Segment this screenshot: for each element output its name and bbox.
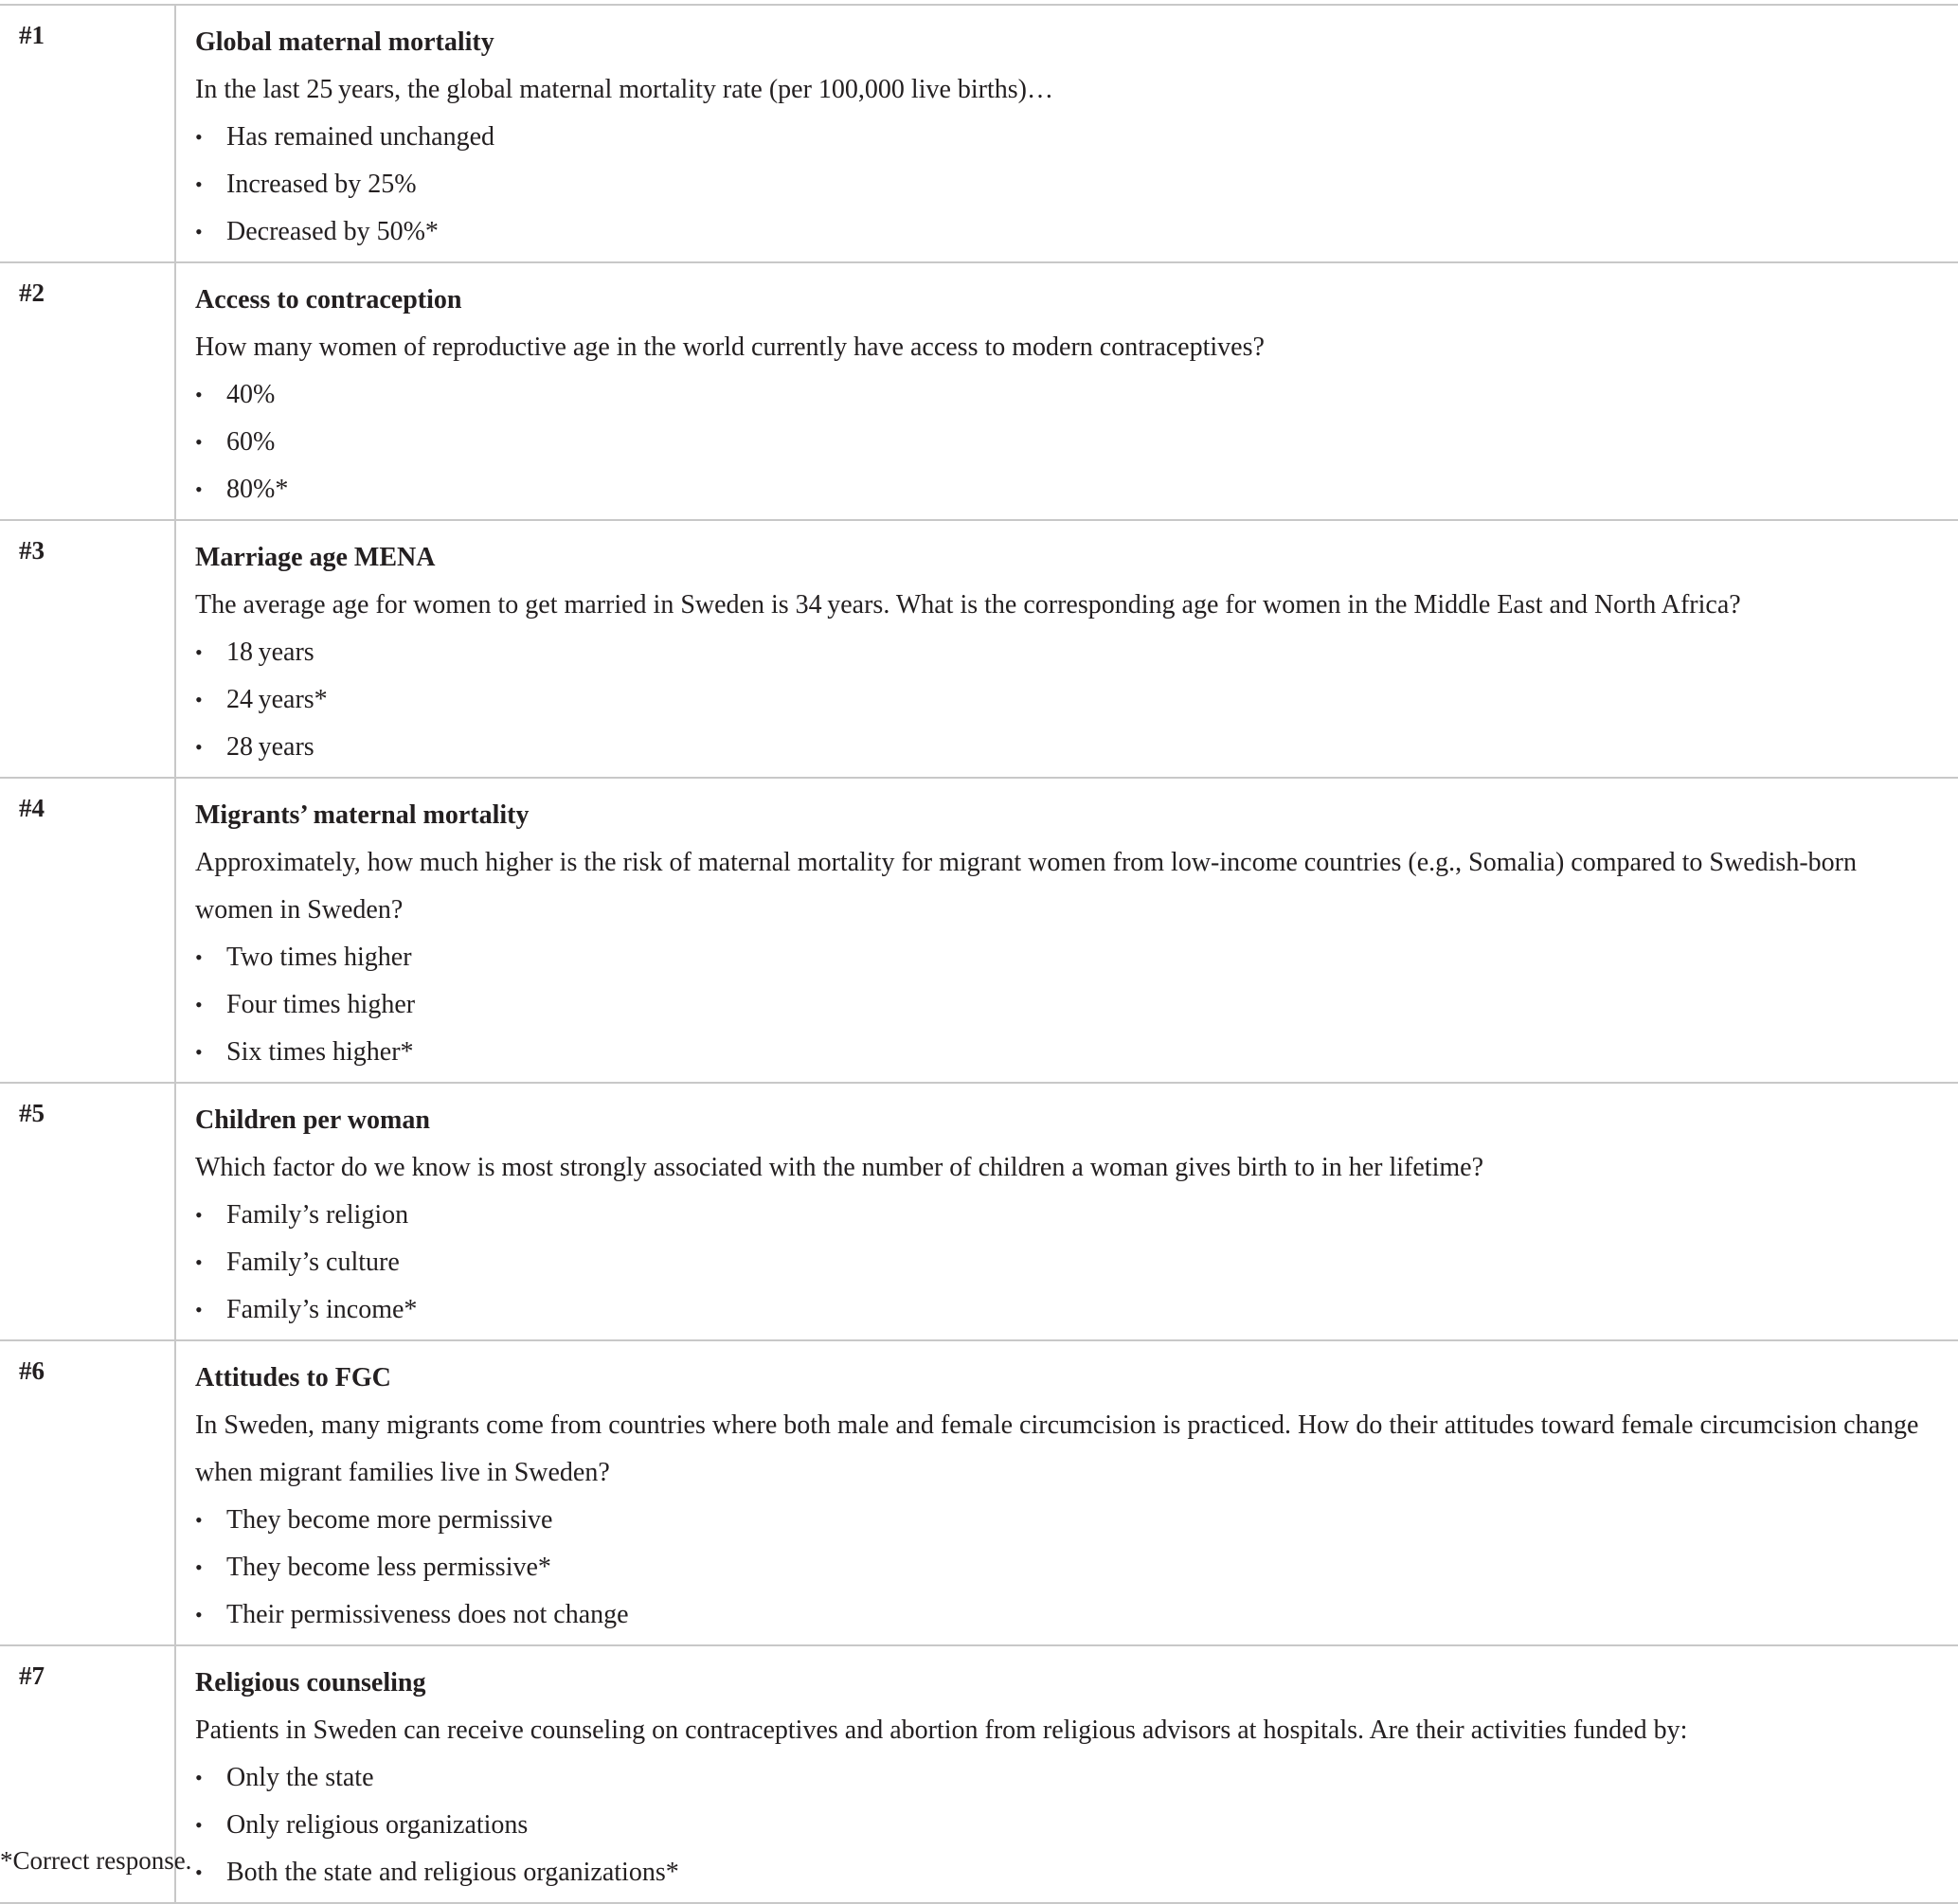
question-text: Approximately, how much higher is the risk of maternal mortality for migrant women from low-income countries (e.g., Somalia) compared to Swedish-born women in Sweden? [195, 848, 1857, 925]
option-label: 18 years [226, 638, 314, 667]
option-list [195, 629, 1935, 771]
question-number: #6 [0, 1340, 175, 1645]
option-label: Family’s income* [226, 1295, 418, 1324]
list-item [195, 1192, 1935, 1239]
bullet-icon: • [195, 172, 203, 196]
bullet-icon: • [195, 220, 203, 243]
list-item [195, 208, 1935, 256]
bullet-icon: • [195, 1250, 203, 1274]
table-row [0, 1083, 1958, 1340]
list-item [195, 981, 1935, 1029]
list-item [195, 1591, 1935, 1639]
question-text: Which factor do we know is most strongly associated with the number of children a woman gives birth to in her lifetime? [195, 1153, 1483, 1182]
list-item [195, 724, 1935, 771]
table-row [0, 5, 1958, 262]
option-label: They become more permissive [226, 1505, 553, 1535]
option-label: 24 years* [226, 685, 328, 714]
table-row [0, 778, 1958, 1083]
question-number: #5 [0, 1083, 175, 1340]
bullet-icon: • [195, 1555, 203, 1579]
option-list [195, 934, 1935, 1076]
list-item [195, 161, 1935, 208]
question-cell [175, 5, 1958, 262]
option-label: Both the state and religious organizations* [226, 1858, 679, 1887]
bullet-icon: • [195, 1508, 203, 1532]
question-title: Children per woman [195, 1105, 430, 1135]
bullet-icon: • [195, 640, 203, 664]
bullet-icon: • [195, 430, 203, 454]
list-item [195, 1497, 1935, 1544]
table-row [0, 520, 1958, 778]
bullet-icon: • [195, 1813, 203, 1837]
question-cell [175, 1083, 1958, 1340]
list-item [195, 676, 1935, 724]
question-cell [175, 520, 1958, 778]
question-number: #4 [0, 778, 175, 1083]
bullet-icon: • [195, 383, 203, 406]
table-footnote: *Correct response. [0, 1846, 192, 1875]
option-list [195, 114, 1935, 256]
bullet-icon: • [195, 1298, 203, 1321]
option-label: Decreased by 50%* [226, 217, 439, 246]
bullet-icon: • [195, 125, 203, 149]
list-item [195, 934, 1935, 981]
table-row [0, 1645, 1958, 1903]
option-label: Family’s culture [226, 1248, 400, 1277]
question-title: Marriage age MENA [195, 543, 436, 572]
option-label: Has remained unchanged [226, 122, 494, 152]
option-label: They become less permissive* [226, 1553, 551, 1582]
list-item [195, 1754, 1935, 1802]
question-text: Patients in Sweden can receive counseling on contraceptives and abortion from religious advisors at hospitals. Are their activities funded by: [195, 1715, 1688, 1745]
option-label: Only the state [226, 1763, 374, 1792]
bullet-icon: • [195, 1603, 203, 1626]
bullet-icon: • [195, 1766, 203, 1789]
question-number: #1 [0, 5, 175, 262]
option-label: Two times higher [226, 943, 412, 972]
list-item [195, 1544, 1935, 1591]
list-item [195, 1286, 1935, 1334]
option-label: Family’s religion [226, 1200, 409, 1230]
option-label: Six times higher* [226, 1037, 414, 1067]
option-list [195, 1497, 1935, 1639]
bullet-icon: • [195, 945, 203, 969]
question-cell [175, 778, 1958, 1083]
list-item [195, 419, 1935, 466]
question-title: Migrants’ maternal mortality [195, 800, 530, 830]
question-number: #2 [0, 262, 175, 520]
question-number: #3 [0, 520, 175, 778]
list-item [195, 1849, 1935, 1896]
option-list [195, 1192, 1935, 1334]
question-cell [175, 262, 1958, 520]
bullet-icon: • [195, 1203, 203, 1227]
bullet-icon: • [195, 1860, 203, 1884]
option-label: 40% [226, 380, 276, 409]
list-item [195, 114, 1935, 161]
list-item [195, 1029, 1935, 1076]
question-text: How many women of reproductive age in the world currently have access to modern contraceptives? [195, 332, 1265, 362]
question-text: In Sweden, many migrants come from countries where both male and female circumcision is practiced. How do their attitudes toward female circumcision change when migrant families live in Sweden? [195, 1410, 1919, 1487]
question-title: Religious counseling [195, 1668, 426, 1697]
option-label: Their permissiveness does not change [226, 1600, 629, 1629]
option-label: Only religious organizations [226, 1810, 529, 1840]
option-label: 60% [226, 427, 276, 457]
bullet-icon: • [195, 688, 203, 711]
table-row [0, 262, 1958, 520]
list-item [195, 371, 1935, 419]
option-list [195, 371, 1935, 513]
bullet-icon: • [195, 993, 203, 1016]
quiz-table [0, 4, 1958, 1904]
list-item [195, 466, 1935, 513]
option-label: Increased by 25% [226, 170, 417, 199]
option-label: 80%* [226, 475, 289, 504]
question-number: #7 [0, 1645, 175, 1903]
bullet-icon: • [195, 477, 203, 501]
list-item [195, 1239, 1935, 1286]
table-row [0, 1340, 1958, 1645]
list-item [195, 1802, 1935, 1849]
option-list [195, 1754, 1935, 1896]
question-text: In the last 25 years, the global maternal mortality rate (per 100,000 live births)… [195, 75, 1054, 104]
question-title: Global maternal mortality [195, 27, 494, 57]
bullet-icon: • [195, 1040, 203, 1064]
bullet-icon: • [195, 735, 203, 759]
question-title: Access to contraception [195, 285, 462, 314]
question-cell [175, 1340, 1958, 1645]
option-label: 28 years [226, 732, 314, 762]
question-title: Attitudes to FGC [195, 1363, 391, 1392]
option-label: Four times higher [226, 990, 416, 1019]
question-cell [175, 1645, 1958, 1903]
list-item [195, 629, 1935, 676]
question-text: The average age for women to get married in Sweden is 34 years. What is the corresponding age for women in the Middle East and North Africa? [195, 590, 1741, 620]
